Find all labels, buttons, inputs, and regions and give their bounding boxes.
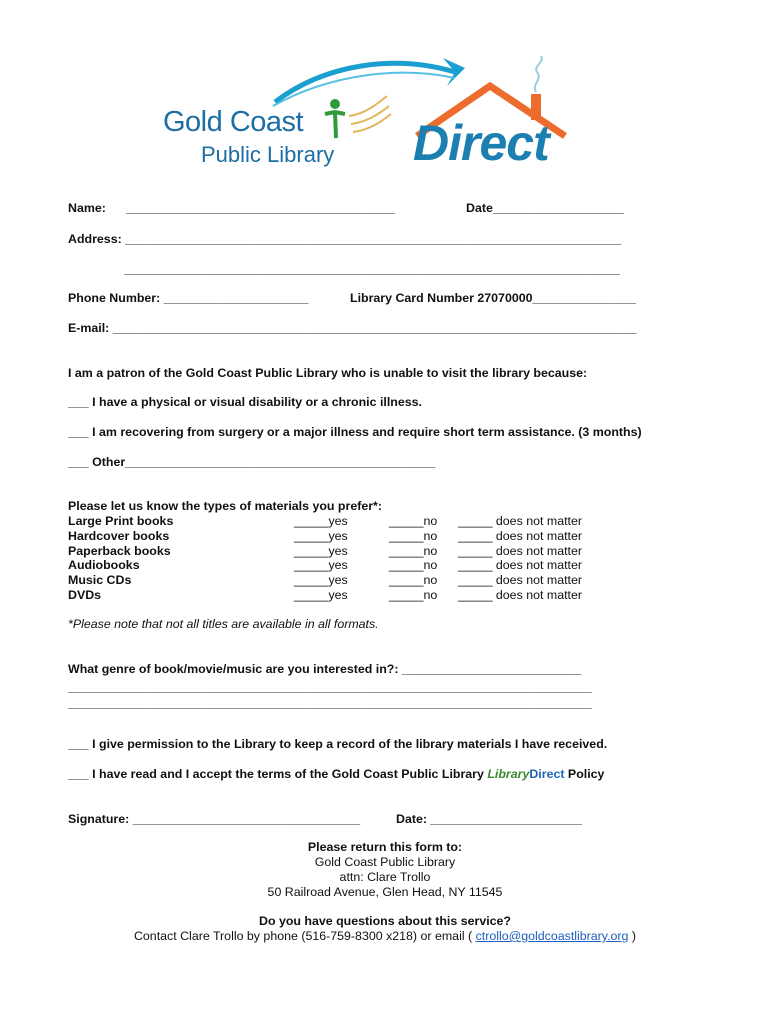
material-does-not-matter[interactable]: _____ does not matter [458, 588, 582, 602]
name-field[interactable]: _______________________________________ [126, 201, 395, 215]
terms-direct-text: Direct [529, 767, 565, 781]
material-name: Hardcover books [68, 529, 170, 543]
terms-checkline[interactable] [68, 767, 604, 781]
gold-coast-direct-logo [155, 44, 595, 174]
contact-prefix: Contact Clare Trollo by phone (516-759-8300 x218) or email ( [133, 929, 476, 943]
materials-title: Please let us know the types of materials you prefer*: [68, 499, 383, 513]
return-address: 50 Railroad Avenue, Glen Head, NY 11545 [267, 885, 503, 899]
material-does-not-matter[interactable]: _____ does not matter [458, 514, 582, 528]
return-org: Gold Coast Public Library [314, 855, 456, 869]
material-does-not-matter[interactable]: _____ does not matter [458, 529, 582, 543]
material-name: Large Print books [68, 514, 174, 528]
return-attn: attn: Clare Trollo [339, 870, 431, 884]
formats-note: *Please note that not all titles are available in all formats. [68, 617, 379, 631]
reason-other[interactable]: ___ Other_____________________________________________ [68, 455, 436, 469]
material-no[interactable]: _____no [389, 529, 438, 543]
contact-suffix: ) [628, 929, 637, 943]
terms-suffix: Policy [564, 767, 605, 781]
logo-public-library-text: Public Library [201, 142, 335, 167]
phone-field[interactable]: Phone Number: _____________________ [68, 291, 309, 305]
signature-field[interactable]: Signature: _________________________________ [68, 812, 361, 826]
material-name: DVDs [68, 588, 102, 602]
material-yes[interactable]: _____yes [294, 588, 348, 602]
material-no[interactable]: _____no [389, 588, 438, 602]
material-does-not-matter[interactable]: _____ does not matter [458, 573, 582, 587]
material-no[interactable]: _____no [389, 558, 438, 572]
return-title: Please return this form to: [307, 840, 463, 854]
contact-email-link[interactable]: ctrollo@goldcoastlibrary.org [475, 929, 629, 943]
email-field[interactable]: E-mail: ____________________________________________________________________________ [68, 321, 637, 335]
library-card-field[interactable]: Library Card Number 27070000_______________ [350, 291, 636, 305]
date-field[interactable]: Date___________________ [466, 201, 624, 215]
genre-line2-field[interactable]: ____________________________________________________________________________ [68, 696, 592, 710]
material-does-not-matter[interactable]: _____ does not matter [458, 558, 582, 572]
material-name: Audiobooks [68, 558, 140, 572]
address-line2-field[interactable]: ________________________________________________________________________ [124, 262, 621, 276]
material-name: Paperback books [68, 544, 171, 558]
material-no[interactable]: _____no [389, 573, 438, 587]
material-no[interactable]: _____no [389, 514, 438, 528]
terms-prefix: ___ I have read and I accept the terms of the Gold Coast Public Library [68, 767, 488, 781]
logo-gold-coast-text: Gold Coast [163, 106, 304, 138]
material-yes[interactable]: _____yes [294, 514, 348, 528]
material-yes[interactable]: _____yes [294, 558, 348, 572]
material-no[interactable]: _____no [389, 544, 438, 558]
permission-checkline[interactable]: ___ I give permission to the Library to keep a record of the library materials I have received. [68, 737, 608, 751]
material-yes[interactable]: _____yes [294, 529, 348, 543]
reason-disability[interactable]: ___ I have a physical or visual disability or a chronic illness. [68, 395, 422, 409]
name-label: Name: [68, 201, 106, 215]
terms-library-text: Library [487, 767, 530, 781]
reason-recovering[interactable]: ___ I am recovering from surgery or a major illness and require short term assistance. (3 months) [68, 425, 642, 439]
questions-heading: Do you have questions about this service? [259, 914, 511, 928]
material-yes[interactable]: _____yes [294, 573, 348, 587]
material-does-not-matter[interactable]: _____ does not matter [458, 544, 582, 558]
material-name: Music CDs [68, 573, 132, 587]
genre-field[interactable]: What genre of book/movie/music are you interested in?: __________________________ [68, 662, 582, 676]
signature-date-field[interactable]: Date: ______________________ [396, 812, 583, 826]
genre-line1-field[interactable]: ____________________________________________________________________________ [68, 680, 592, 694]
material-yes[interactable]: _____yes [294, 544, 348, 558]
address-field[interactable]: Address: ________________________________________________________________________ [68, 232, 622, 246]
logo-direct-text: Direct [413, 115, 549, 171]
patron-statement: I am a patron of the Gold Coast Public Library who is unable to visit the library because: [68, 366, 588, 380]
contact-line [0, 929, 770, 943]
